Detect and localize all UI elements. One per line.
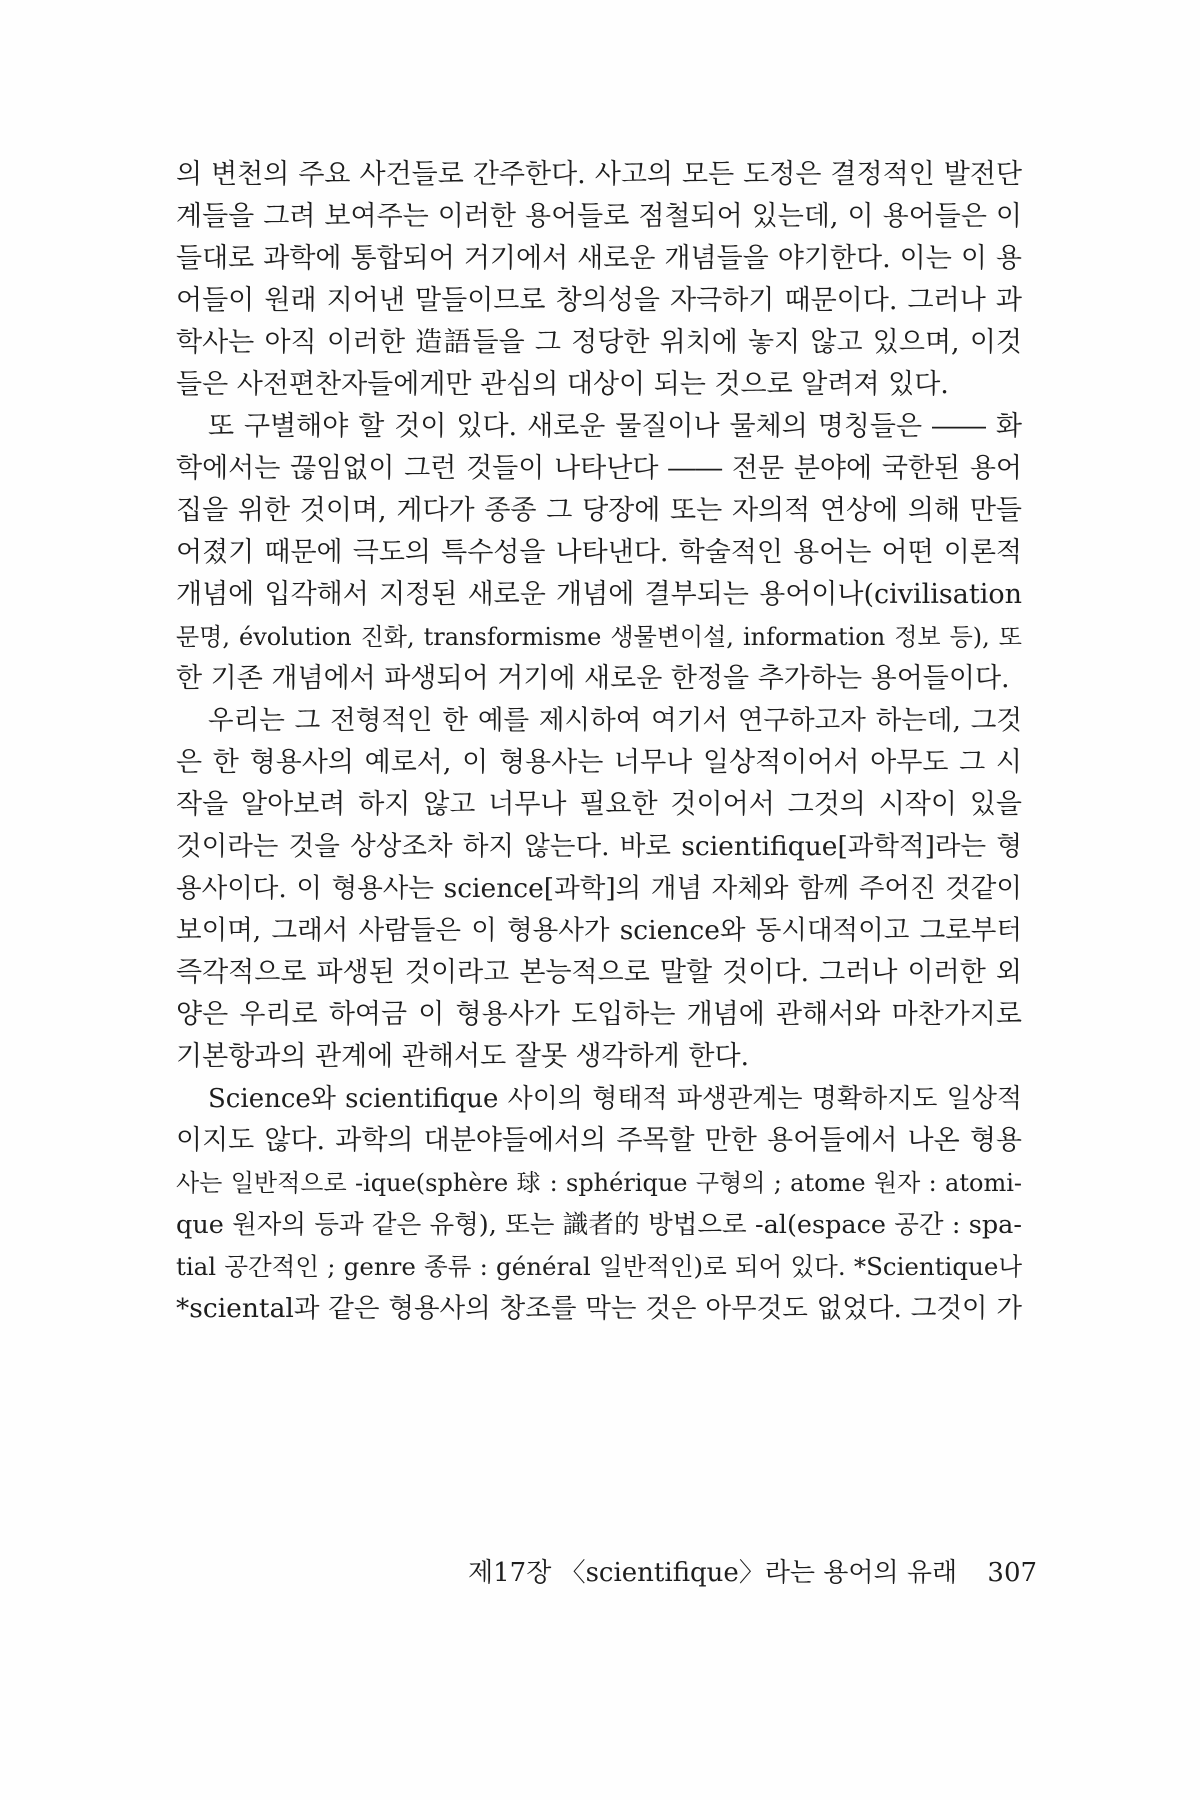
- text-line: 학사는 아직 이러한 造語들을 그 정당한 위치에 놓지 않고 있으며, 이것: [176, 327, 1022, 358]
- text-line: 의 변천의 주요 사건들로 간주한다. 사고의 모든 도정은 결정적인 발전단: [176, 159, 1022, 190]
- text-line: tial 공간적인 ; genre 종류 : général 일반적인)로 되어 있다. *Scientique나: [176, 1252, 1022, 1281]
- page-number: 307: [987, 1558, 1038, 1588]
- running-footer: [468, 1552, 1037, 1589]
- text-line: Science와 scientifique 사이의 형태적 파생관계는 명확하지도 일상적: [208, 1084, 1022, 1114]
- text-line: 계들을 그려 보여주는 이러한 용어들로 점철되어 있는데, 이 용어들은 이: [176, 201, 1022, 232]
- text-line: 들대로 과학에 통합되어 거기에서 새로운 개념들을 야기한다. 이는 이 용: [176, 243, 1022, 274]
- text-line: 기본항과의 관계에 관해서도 잘못 생각하게 한다.: [176, 1041, 750, 1072]
- text-line: 집을 위한 것이며, 게다가 종종 그 당장에 또는 자의적 연상에 의해 만들: [176, 495, 1022, 526]
- paragraph: [176, 154, 1022, 406]
- body-text: [176, 154, 1022, 1330]
- chapter-title: 제17장 〈scientifique〉라는 용어의 유래: [468, 1558, 958, 1588]
- paragraph: [176, 1078, 1022, 1330]
- text-line: 은 한 형용사의 예로서, 이 형용사는 너무나 일상적이어서 아무도 그 시: [176, 747, 1022, 778]
- text-line: 들은 사전편찬자들에게만 관심의 대상이 되는 것으로 알려져 있다.: [176, 369, 949, 400]
- text-line: 양은 우리로 하여금 이 형용사가 도입하는 개념에 관해서와 마찬가지로: [176, 999, 1022, 1030]
- text-line: 어들이 원래 지어낸 말들이므로 창의성을 자극하기 때문이다. 그러나 과: [176, 285, 1022, 316]
- text-line: 문명, évolution 진화, transformisme 생물변이설, information 정보 등), 또: [176, 623, 1022, 651]
- text-line: 어졌기 때문에 극도의 특수성을 나타낸다. 학술적인 용어는 어떤 이론적: [176, 537, 1022, 568]
- text-line: 작을 알아보려 하지 않고 너무나 필요한 것이어서 그것의 시작이 있을: [176, 789, 1022, 820]
- paragraph: [176, 406, 1022, 700]
- paragraph: [176, 700, 1022, 1078]
- text-line: 즉각적으로 파생된 것이라고 본능적으로 말할 것이다. 그러나 이러한 외: [176, 957, 1022, 988]
- text-line: 한 기존 개념에서 파생되어 거기에 새로운 한정을 추가하는 용어들이다.: [176, 663, 1010, 694]
- text-line: 학에서는 끊임없이 그런 것들이 나타난다 ―― 전문 분야에 국한된 용어: [176, 453, 1022, 484]
- text-line: 이지도 않다. 과학의 대분야들에서의 주목할 만한 용어들에서 나온 형용: [176, 1125, 1022, 1156]
- text-line: 것이라는 것을 상상조차 하지 않는다. 바로 scientifique[과학적]라는 형: [176, 831, 1022, 862]
- text-line: que 원자의 등과 같은 유형), 또는 識者的 방법으로 -al(espace 공간 : spa-: [176, 1210, 1022, 1240]
- text-line: 개념에 입각해서 지정된 새로운 개념에 결부되는 용어이나(civilisation: [176, 579, 1022, 610]
- text-line: 보이며, 그래서 사람들은 이 형용사가 science와 동시대적이고 그로부터: [176, 915, 1022, 946]
- text-line: 용사이다. 이 형용사는 science[과학]의 개념 자체와 함께 주어진 것같이: [176, 873, 1022, 904]
- text-line: *sciental과 같은 형용사의 창조를 막는 것은 아무것도 없었다. 그것이 가: [176, 1293, 1022, 1324]
- text-line: 사는 일반적으로 -ique(sphère 球 : sphérique 구형의 ; atome 원자 : atomi-: [176, 1169, 1022, 1197]
- text-line: 우리는 그 전형적인 한 예를 제시하여 여기서 연구하고자 하는데, 그것: [208, 705, 1022, 736]
- text-line: 또 구별해야 할 것이 있다. 새로운 물질이나 물체의 명칭들은 ―― 화: [208, 411, 1022, 442]
